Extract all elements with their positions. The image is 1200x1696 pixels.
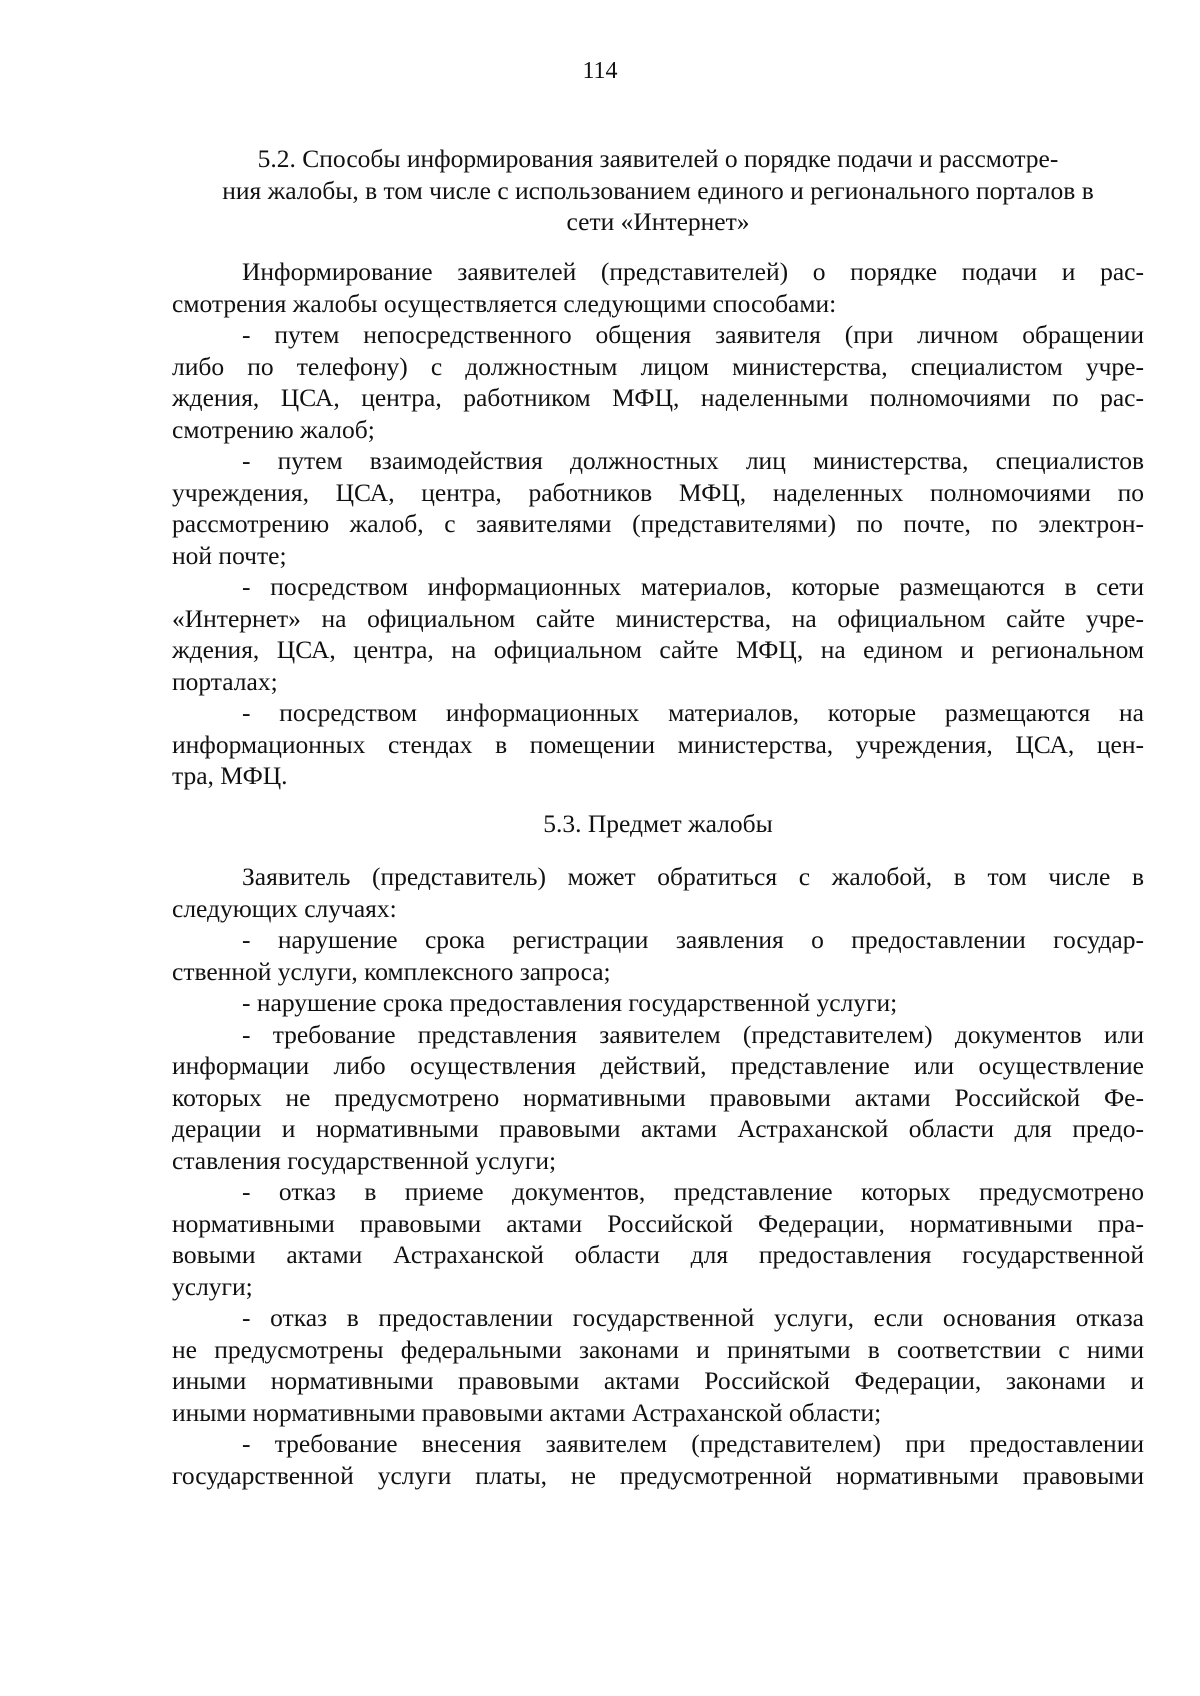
section-5-2-body (172, 256, 1144, 792)
text-line: - посредством информационных материалов, которые размещаются в сети (242, 572, 1144, 601)
text-line: Информирование заявителей (представителей) о порядке подачи и рас- (242, 257, 1144, 286)
text-line: порталах; (172, 666, 278, 696)
text-line: либо по телефону) с должностным лицом министерства, специалистом учре- (172, 351, 1144, 381)
text-line: государственной услуги платы, не предусмотренной нормативными правовыми (172, 1460, 1144, 1490)
text-line: дерации и нормативными правовыми актами Астраханской области для предо- (172, 1114, 1144, 1143)
text-line: ственной услуги, комплексного запроса; (172, 956, 611, 986)
text-line: - путем взаимодействия должностных лиц министерства, специалистов (242, 446, 1144, 475)
text-line: - требование представления заявителем (представителем) документов или (242, 1019, 1144, 1049)
text-line: следующих случаях: (172, 893, 397, 923)
text-line: - путем непосредственного общения заявителя (при личном обращении (242, 320, 1144, 349)
text-line: информационных стендах в помещении министерства, учреждения, ЦСА, цен- (172, 729, 1144, 759)
text-line: иными нормативными правовыми актами Астраханской области; (172, 1397, 882, 1427)
text-line: учреждения, ЦСА, центра, работников МФЦ, наделенных полномочиями по (172, 477, 1144, 507)
text-line: - требование внесения заявителем (представителем) при предоставлении (242, 1429, 1144, 1458)
text-line: ждения, ЦСА, центра, на официальном сайте МФЦ, на едином и региональном (172, 635, 1144, 664)
text-line: не предусмотрены федеральными законами и принятыми в соответствии с ними (172, 1334, 1144, 1364)
text-line: ной почте; (172, 540, 287, 570)
text-line: ждения, ЦСА, центра, работником МФЦ, наделенными полномочиями по рас- (172, 383, 1144, 412)
heading-line: ния жалобы, в том числе с использованием единого и регионального порталов в (222, 175, 1094, 205)
text-line: услуги; (172, 1271, 253, 1301)
text-line: - нарушение срока предоставления государственной услуги; (242, 988, 898, 1017)
heading-line: сети «Интернет» (566, 207, 750, 236)
text-line: тра, МФЦ. (172, 761, 288, 790)
page-number: 114 (582, 58, 618, 84)
heading-line: 5.2. Способы информирования заявителей о порядке подачи и рассмотре- (257, 144, 1059, 173)
text-line: нормативными правовыми актами Российской Федерации, нормативными пра- (172, 1208, 1144, 1238)
text-line: «Интернет» на официальном сайте министерства, на официальном сайте учре- (172, 603, 1144, 633)
text-line: рассмотрению жалоб, с заявителями (представителями) по почте, по электрон- (172, 509, 1144, 538)
text-line: Заявитель (представитель) может обратиться с жалобой, в том числе в (242, 862, 1144, 891)
text-line: ставления государственной услуги; (172, 1145, 557, 1175)
text-line: информации либо осуществления действий, представление или осуществление (172, 1051, 1144, 1080)
text-line: - отказ в предоставлении государственной услуги, если основания отказа (242, 1303, 1144, 1332)
text-line: - посредством информационных материалов, которые размещаются на (242, 698, 1144, 727)
text-line: - нарушение срока регистрации заявления о предоставлении государ- (242, 925, 1144, 954)
text-line: - отказ в приеме документов, представление которых предусмотрено (242, 1177, 1144, 1206)
text-line: которых не предусмотрено нормативными правовыми актами Российской Фе- (172, 1082, 1144, 1112)
section-5-2-heading (172, 143, 1144, 238)
text-line: вовыми актами Астраханской области для предоставления государственной (172, 1240, 1144, 1269)
section-5-3-body (172, 861, 1144, 1491)
section-5-3-heading: 5.3. Предмет жалобы (543, 809, 773, 838)
text-line: иными нормативными правовыми актами Российской Федерации, законами и (172, 1366, 1144, 1395)
text-line: смотрению жалоб; (172, 414, 375, 444)
text-line: смотрения жалобы осуществляется следующими способами: (172, 288, 837, 318)
